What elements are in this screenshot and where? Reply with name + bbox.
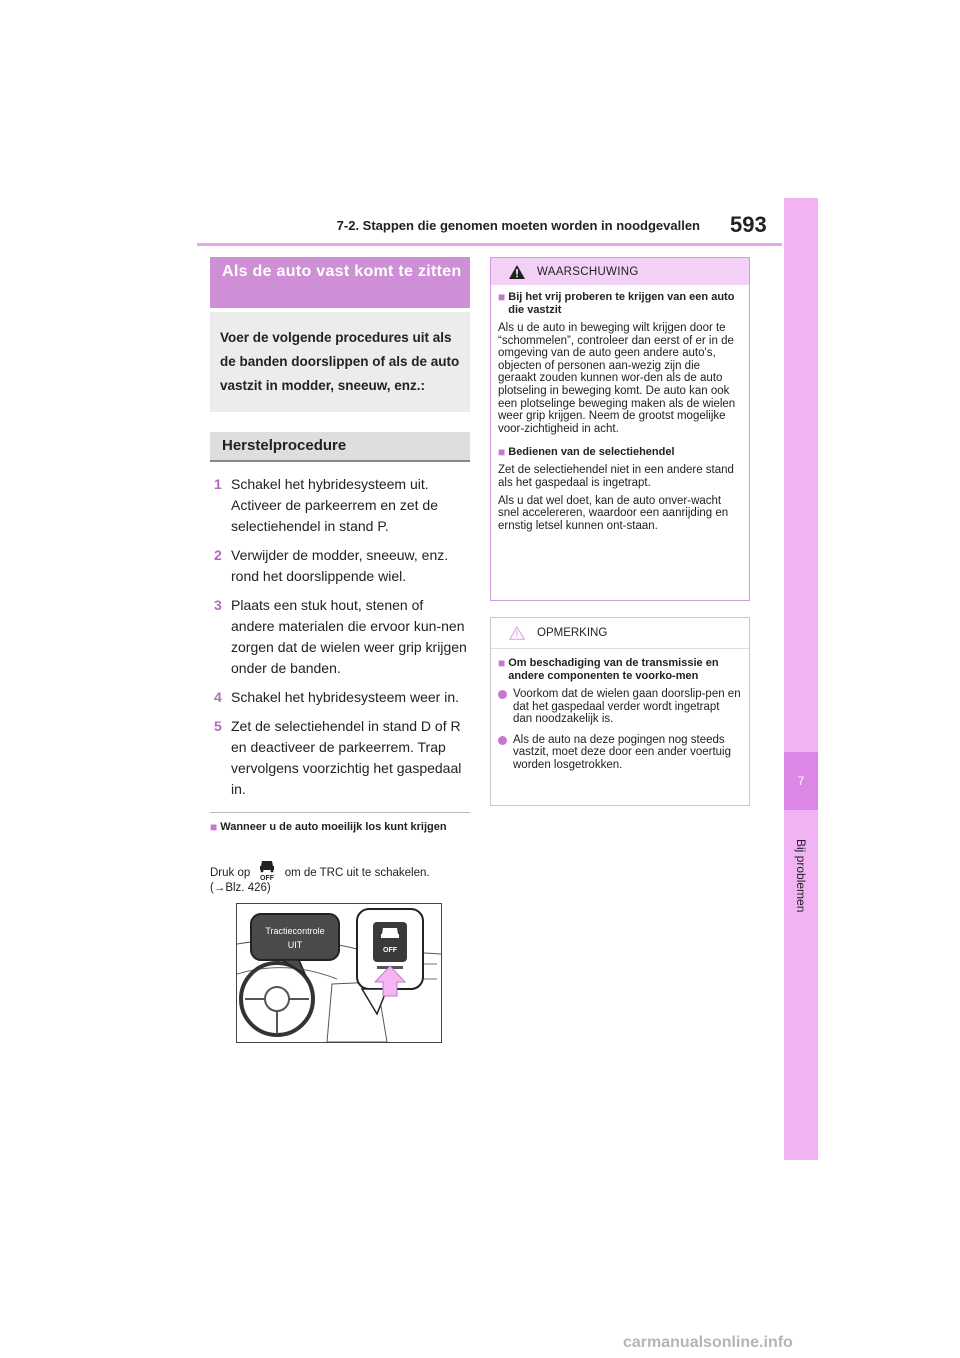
section-divider [210,812,470,813]
notice-heading-text: Om beschadiging van de transmissie en andere componenten te voorko-men [508,657,719,682]
running-header: 7-2. Stappen die genomen moeten worden in noodgevallen [336,218,700,233]
notice-label: OPMERKING [537,627,608,639]
warning-paragraph: Als u de auto in beweging wilt krijgen door te “schommelen”, controleer dan eerst of er in de omgeving van de auto geen andere auto's, objecten of personen aan-wezig zijn die geraakt zouden kunnen wor-den als de auto plotseling in beweging komt. De auto kan ook een plotselinge beweging maken als de wielen weer grip krijgen. Neem de grootst mogelijke voor-zichtigheid in acht. [498,322,736,435]
notice-body [491,649,749,772]
page-number: 593 [730,212,767,237]
warning-paragraph: Als u dat wel doet, kan de auto onver-wacht snel accelereren, waardoor een aanrijding en ernstig letsel kunnen ont-staan. [498,494,729,532]
chapter-label: Bij problemen [794,839,808,913]
step-item [214,716,470,800]
trc-button-label: OFF [383,947,397,954]
intro-box: Voer de volgende procedures uit als de banden doorslippen of als de auto vastzit in modder, sneeuw, enz.: [210,312,470,412]
display-callout [251,914,339,960]
step-number: 5 [214,718,222,734]
section-title: Als de auto vast komt te zitten [210,257,470,308]
display-line-1: Tractiecontrole [265,926,325,936]
display-line-2: UIT [287,940,303,950]
note-heading [210,821,472,834]
notice-bullet [498,688,741,726]
square-bullet-icon: ■ [498,290,506,304]
notice-box [490,617,750,806]
notice-bullet-text: Als de auto na deze pogingen nog steeds vastzit, moet deze door een ander voertuig worden losgetrokken. [513,733,731,771]
warning-triangle-icon [509,265,525,279]
note-text [210,858,472,895]
warning-header [491,258,749,285]
page-reference: (→Blz. 426) [210,882,271,894]
chapter-label-wrap [784,816,818,936]
warning-paragraph: Zet de selectiehendel niet in een andere stand als het gaspedaal is ingetrapt. [498,464,734,489]
dashboard-drawing [237,904,441,1042]
trc-off-icon-label: OFF [260,875,275,882]
warning-item-heading [498,446,741,459]
step-text: Verwijder de modder, sneeuw, enz. rond het doorslippende wiel. [231,547,449,584]
bullet-dot-icon [498,736,507,745]
warning-label: WAARSCHUWING [537,265,639,278]
step-item [214,595,470,679]
warning-item-heading [498,291,741,317]
step-list [214,474,470,808]
bullet-dot-icon [498,690,507,699]
step-item [214,687,470,708]
note-heading-text: Wanneer u de auto moeilijk los kunt krijgen [220,821,447,833]
step-text: Zet de selectiehendel in stand D of R en deactiveer de parkeerrem. Trap vervolgens voorzichtig het gaspedaal in. [231,718,462,797]
square-bullet-icon: ■ [498,445,506,460]
step-number: 1 [214,476,222,492]
step-item [214,474,470,537]
notice-bullet [498,734,741,772]
step-number: 4 [214,689,222,705]
warning-item-heading-text: Bij het vrij proberen te krijgen van een auto die vastzit [508,291,735,316]
step-text: Schakel het hybridesysteem uit. Activeer de parkeerrem en zet de selectiehendel in stand P. [231,476,438,534]
watermark: carmanualsonline.info [623,1334,793,1351]
step-item [214,545,470,587]
square-bullet-icon: ■ [210,820,218,834]
note-text-before: Druk op [210,867,251,879]
step-number: 2 [214,547,222,563]
note-text-after: om de TRC uit te schakelen. [284,867,430,879]
notice-heading [498,657,741,683]
step-number: 3 [214,597,222,613]
header-rule [197,243,782,246]
chapter-number: 7 [784,752,818,810]
trc-illustration [236,903,442,1043]
step-text: Plaats een stuk hout, stenen of andere materialen die ervoor kun-nen zorgen dat de wielen weer grip krijgen onder de banden. [231,597,467,676]
square-bullet-icon: ■ [498,656,506,670]
trc-off-icon [257,858,277,882]
chapter-side-tab [784,198,818,1160]
notice-bullet-text: Voorkom dat de wielen gaan doorslip-pen en dat het gaspedaal verder wordt ingetrapt dan noodzakelijk is. [513,688,741,726]
notice-triangle-icon [509,626,525,640]
subsection-title: Herstelprocedure [210,432,470,462]
warning-box [490,257,750,601]
warning-item-heading-text: Bedienen van de selectiehendel [508,446,675,459]
warning-body [491,285,749,532]
step-text: Schakel het hybridesysteem weer in. [231,689,459,705]
notice-header [491,618,749,649]
